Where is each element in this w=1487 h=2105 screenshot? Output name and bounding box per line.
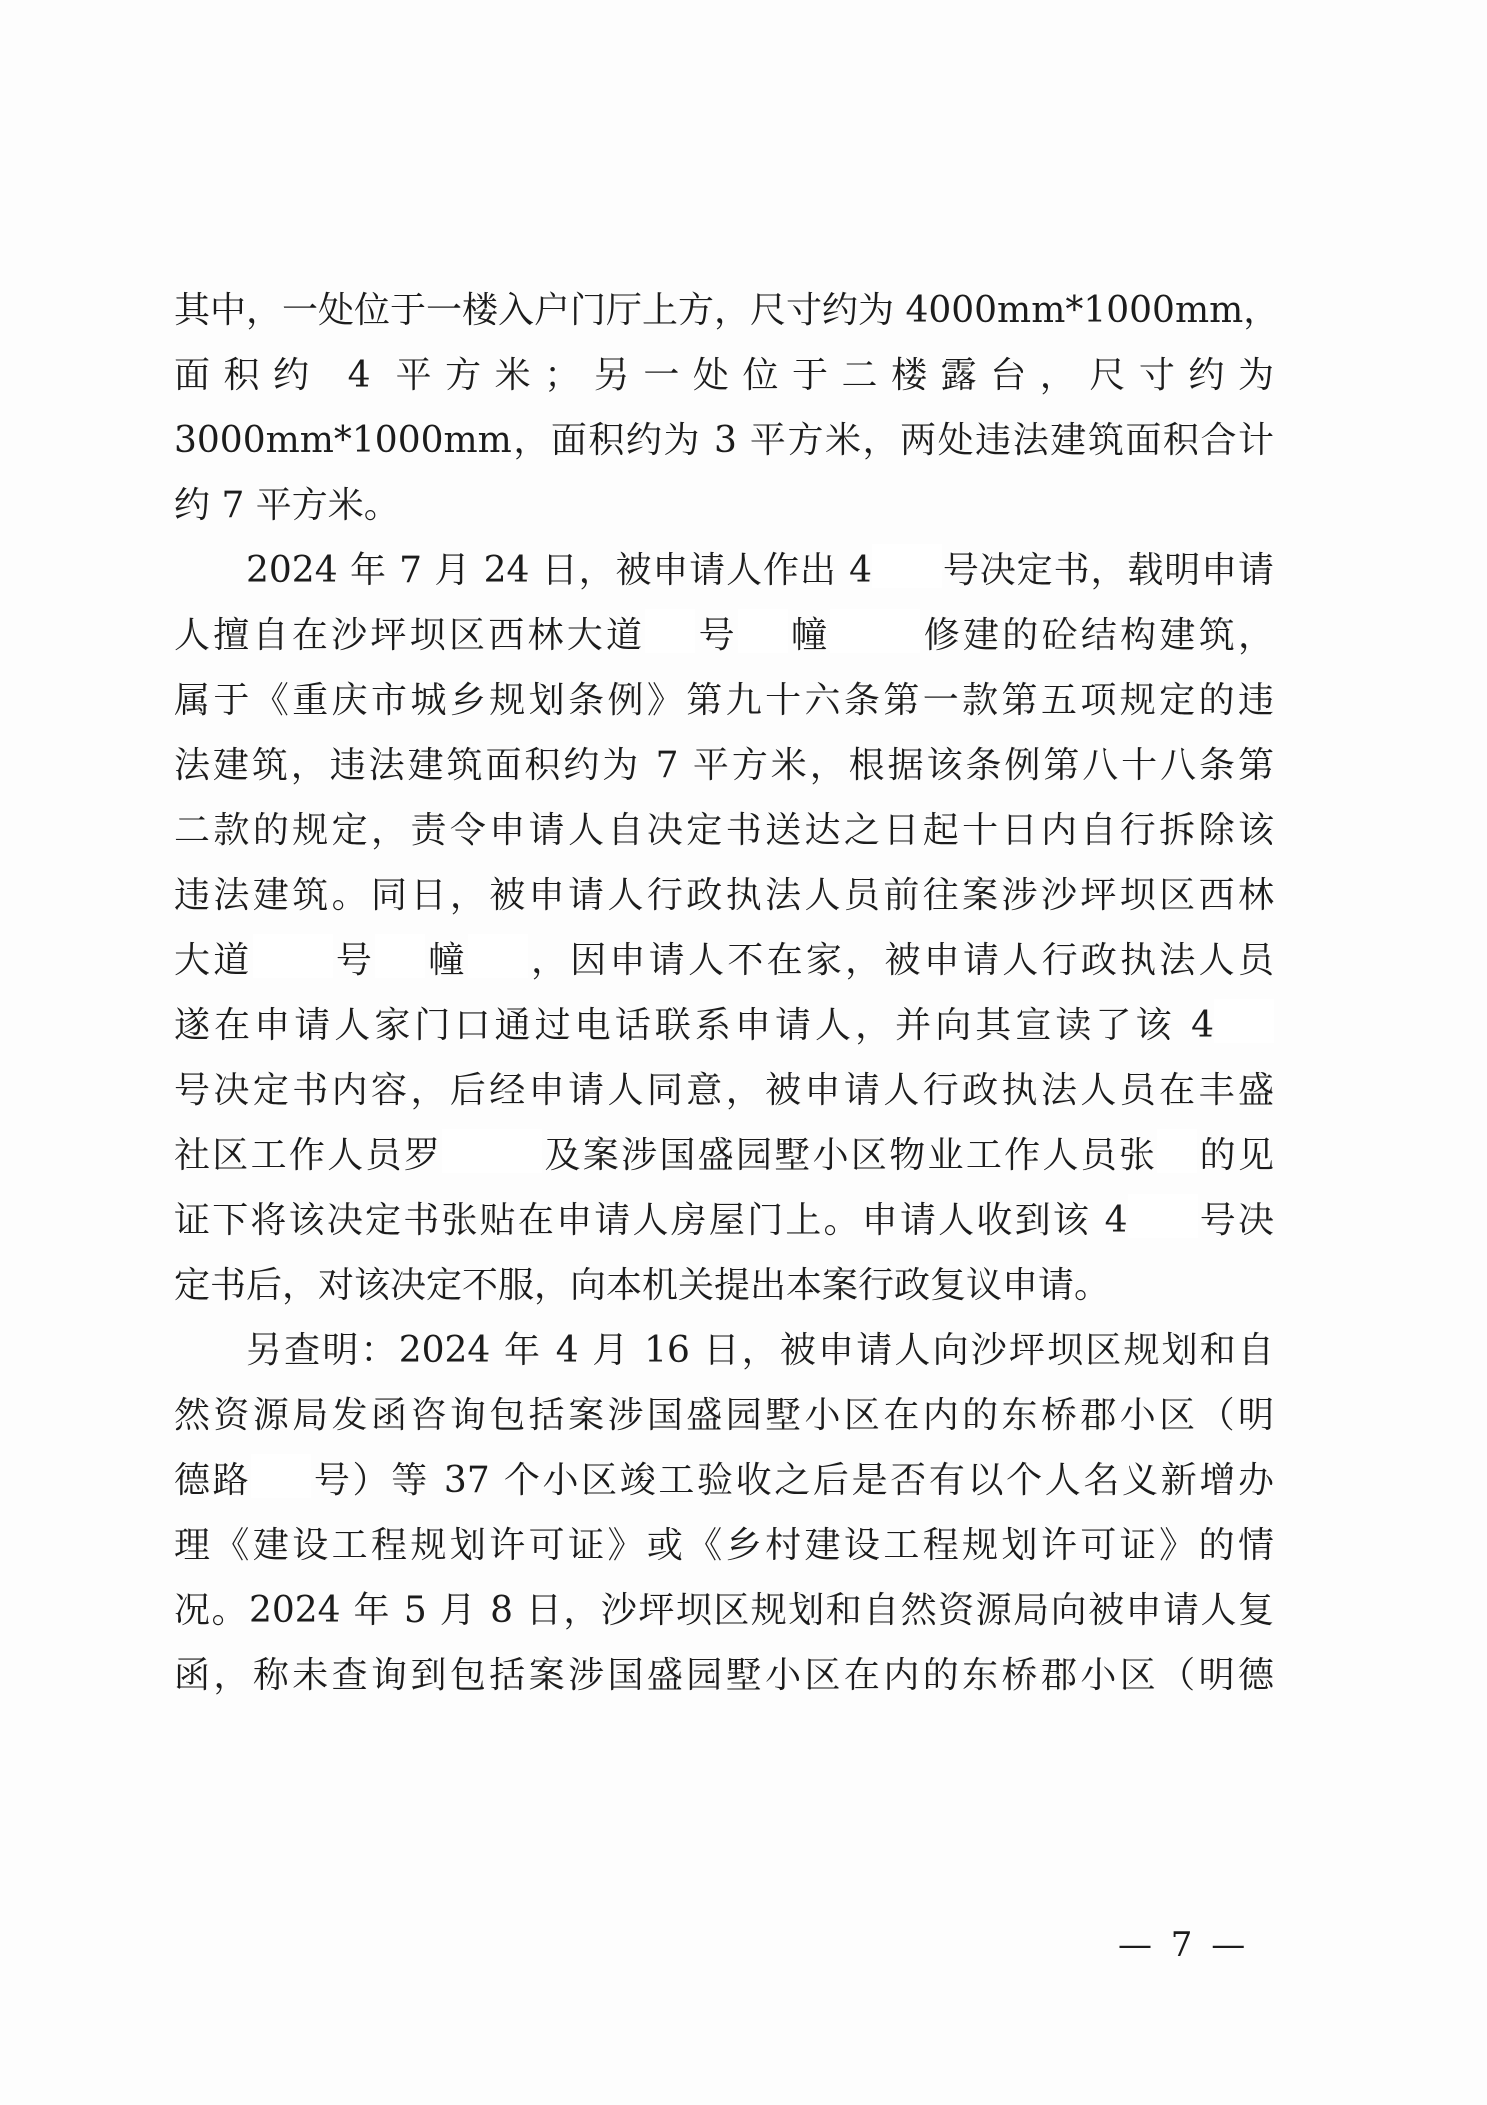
text-line-2: 面积约 4 平方米；另一处位于二楼露台，尺寸约为 (174, 355, 1274, 396)
text-line-13: 号决定书内容，后经申请人同意，被申请人行政执法人员在丰盛 (174, 1070, 1274, 1111)
redaction-mark (468, 934, 528, 978)
text-line-7: 属于《重庆市城乡规划条例》第九十六条第一款第五项规定的违 (174, 680, 1274, 721)
text-line-18: 然资源局发函咨询包括案涉国盛园墅小区在内的东桥郡小区（明 (174, 1395, 1274, 1436)
text-line-20: 理《建设工程规划许可证》或《乡村建设工程规划许可证》的情 (174, 1525, 1274, 1566)
text-line-21: 况。2024 年 5 月 8 日，沙坪坝区规划和自然资源局向被申请人复 (174, 1590, 1274, 1631)
redaction-mark (1214, 999, 1274, 1043)
text-line-16: 定书后，对该决定不服，向本机关提出本案行政复议申请。 (174, 1265, 1111, 1306)
text-line-8: 法建筑，违法建筑面积约为 7 平方米，根据该条例第八十八条第 (174, 745, 1274, 786)
text-line-3: 3000mm*1000mm，面积约为 3 平方米，两处违法建筑面积合计 (174, 420, 1274, 461)
text-line-15: 证下将该决定书张贴在申请人房屋门上。申请人收到该 4 号决 (174, 1188, 1274, 1253)
text-line-19: 德路 号）等 37 个小区竣工验收之后是否有以个人名义新增办 (174, 1448, 1274, 1513)
redaction-mark (1157, 1129, 1197, 1173)
text-line-14: 社区工作人员罗 及案涉国盛园墅小区物业工作人员张 的见 (174, 1123, 1274, 1188)
redaction-mark (375, 934, 425, 978)
text-line-17: 另查明：2024 年 4 月 16 日，被申请人向沙坪坝区规划和自 (246, 1330, 1274, 1371)
redaction-mark (645, 609, 695, 653)
redaction-mark (251, 1454, 311, 1498)
page-number: — 7 — (1118, 1925, 1250, 1965)
redaction-mark (738, 609, 788, 653)
text-line-22: 函，称未查询到包括案涉国盛园墅小区在内的东桥郡小区（明德 (174, 1655, 1274, 1696)
redaction-mark (872, 544, 942, 588)
redaction-mark (442, 1129, 542, 1173)
text-line-5: 2024 年 7 月 24 日，被申请人作出 4 号决定书，载明申请 (174, 538, 1274, 603)
text-line-1: 其中，一处位于一楼入户门厅上方，尺寸约为 4000mm*1000mm， (174, 290, 1280, 331)
text-line-11: 大道 号 幢 ，因申请人不在家，被申请人行政执法人员 (174, 928, 1274, 993)
redaction-mark (830, 609, 920, 653)
text-line-12: 遂在申请人家门口通过电话联系申请人，并向其宣读了该 4 (174, 993, 1274, 1058)
text-line-4: 约 7 平方米。 (174, 485, 400, 526)
text-line-6: 人擅自在沙坪坝区西林大道 号 幢 修建的砼结构建筑， (174, 603, 1274, 668)
redaction-mark (1128, 1194, 1198, 1238)
body-text (174, 278, 1280, 1708)
redaction-mark (253, 934, 333, 978)
text-line-10: 违法建筑。同日，被申请人行政执法人员前往案涉沙坪坝区西林 (174, 875, 1274, 916)
text-line-9: 二款的规定，责令申请人自决定书送达之日起十日内自行拆除该 (174, 810, 1274, 851)
